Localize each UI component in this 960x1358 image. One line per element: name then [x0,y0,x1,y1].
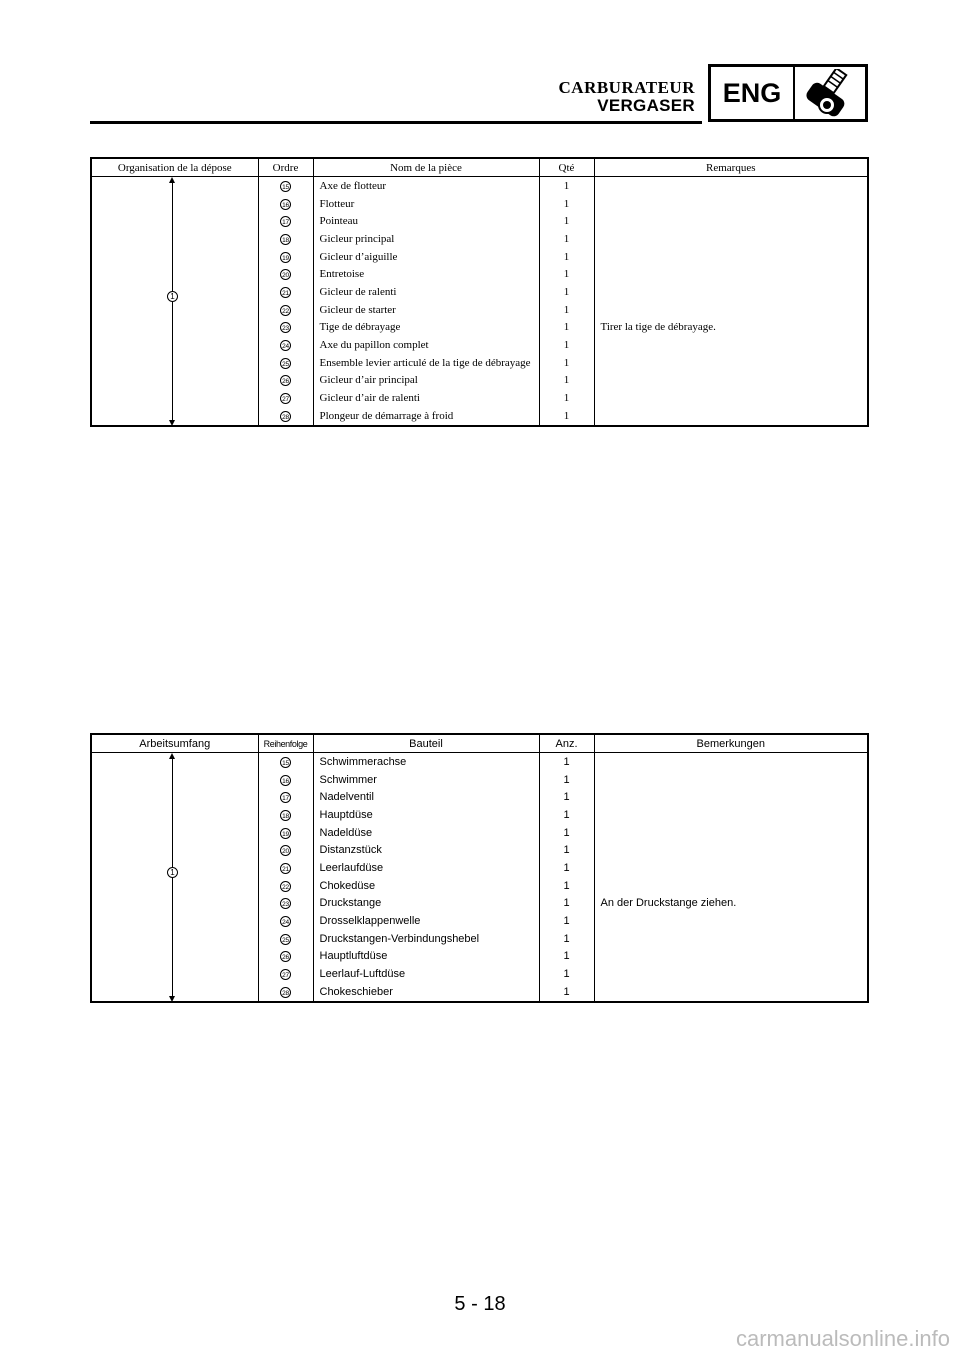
scope-arrow-up-icon [169,753,175,759]
remarks-cell [594,841,868,859]
part-name-cell: Distanzstück [313,841,539,859]
header-scope: Arbeitsumfang [91,734,258,753]
order-cell [258,841,313,859]
part-name-cell: Chokedüse [313,877,539,895]
part-name-cell: Entretoise [313,265,539,283]
quantity-cell: 1 [539,859,594,877]
order-number: 23 [280,322,291,333]
part-name-cell: Gicleur d’air de ralenti [313,389,539,407]
order-cell [258,301,313,319]
part-name-cell: Nadeldüse [313,824,539,842]
order-number: 19 [280,252,291,263]
quantity-cell: 1 [539,177,594,195]
remarks-cell [594,859,868,877]
part-name-cell: Gicleur de starter [313,301,539,319]
part-name-cell: Schwimmer [313,771,539,789]
quantity-cell: 1 [539,195,594,213]
quantity-cell: 1 [539,806,594,824]
scope-label: 1 [167,291,178,302]
order-cell [258,912,313,930]
quantity-cell: 1 [539,336,594,354]
remarks-cell [594,930,868,948]
order-number: 21 [280,863,291,874]
order-cell [258,389,313,407]
order-cell [258,895,313,913]
removal-scope-cell [91,753,258,1002]
order-cell [258,319,313,337]
remarks-cell [594,177,868,195]
quantity-cell: 1 [539,372,594,390]
order-number: 26 [280,375,291,386]
order-cell [258,372,313,390]
header-quantity: Anz. [539,734,594,753]
order-number: 28 [280,411,291,422]
order-cell [258,195,313,213]
order-cell [258,983,313,1002]
quantity-cell: 1 [539,230,594,248]
order-number: 28 [280,987,291,998]
header-part-name: Nom de la pièce [313,158,539,177]
order-cell [258,230,313,248]
order-cell [258,877,313,895]
order-number: 22 [280,881,291,892]
remarks-cell [594,806,868,824]
remarks-cell [594,824,868,842]
part-name-cell: Flotteur [313,195,539,213]
header-order: Reihenfolge [258,734,313,753]
remarks-cell [594,301,868,319]
remarks-cell [594,912,868,930]
order-number: 27 [280,969,291,980]
order-cell [258,948,313,966]
part-name-cell: Ensemble levier articulé de la tige de débrayage [313,354,539,372]
header-remarks: Bemerkungen [594,734,868,753]
order-number: 15 [280,181,291,192]
remarks-cell [594,265,868,283]
order-cell [258,859,313,877]
order-number: 26 [280,951,291,962]
carburetor-icon [795,67,865,119]
part-name-cell: Gicleur d’air principal [313,372,539,390]
quantity-cell: 1 [539,788,594,806]
parts-table-fr [90,157,869,427]
header-scope: Organisation de la dépose [91,158,258,177]
scope-arrow-down-icon [169,420,175,426]
remarks-cell [594,389,868,407]
table-row [91,177,868,195]
order-cell [258,771,313,789]
quantity-cell: 1 [539,389,594,407]
quantity-cell: 1 [539,965,594,983]
remarks-cell [594,983,868,1002]
part-name-cell: Druckstange [313,895,539,913]
order-number: 21 [280,287,291,298]
part-name-cell: Hauptluftdüse [313,948,539,966]
scope-label: 1 [167,867,178,878]
watermark: carmanualsonline.info [735,1326,950,1351]
remarks-cell [594,948,868,966]
part-name-cell: Axe de flotteur [313,177,539,195]
remarks-cell [594,771,868,789]
header-order: Ordre [258,158,313,177]
part-name-cell: Gicleur de ralenti [313,283,539,301]
section-badge [708,64,868,122]
scope-arrow-down-icon [169,996,175,1002]
part-name-cell: Gicleur principal [313,230,539,248]
remarks-cell [594,407,868,426]
page-number: 5 - 18 [454,1293,506,1315]
order-number: 15 [280,757,291,768]
order-number: 22 [280,305,291,316]
header-part-name: Bauteil [313,734,539,753]
order-number: 25 [280,934,291,945]
part-name-cell: Pointeau [313,212,539,230]
order-number: 20 [280,269,291,280]
quantity-cell: 1 [539,824,594,842]
quantity-cell: 1 [539,983,594,1002]
table-row [91,753,868,771]
remarks-cell [594,195,868,213]
order-cell [258,248,313,266]
part-name-cell: Leerlauf-Luftdüse [313,965,539,983]
table-header-row [91,734,868,753]
quantity-cell: 1 [539,283,594,301]
order-cell [258,824,313,842]
badge-label: ENG [711,67,795,119]
remarks-cell [594,965,868,983]
remarks-cell [594,877,868,895]
quantity-cell: 1 [539,841,594,859]
quantity-cell: 1 [539,265,594,283]
part-name-cell: Plongeur de démarrage à froid [313,407,539,426]
part-name-cell: Chokeschieber [313,983,539,1002]
order-cell [258,407,313,426]
quantity-cell: 1 [539,319,594,337]
order-number: 19 [280,828,291,839]
order-number: 18 [280,234,291,245]
order-number: 20 [280,845,291,856]
remarks-cell [594,336,868,354]
part-name-cell: Schwimmerachse [313,753,539,771]
order-number: 25 [280,358,291,369]
order-cell [258,806,313,824]
remarks-cell: Tirer la tige de débrayage. [600,321,716,334]
order-number: 16 [280,775,291,786]
order-number: 23 [280,898,291,909]
quantity-cell: 1 [539,912,594,930]
order-cell [258,930,313,948]
header-quantity: Qté [539,158,594,177]
quantity-cell: 1 [539,753,594,771]
remarks-cell [594,283,868,301]
removal-scope-cell [91,177,258,426]
quantity-cell: 1 [539,301,594,319]
part-name-cell: Leerlaufdüse [313,859,539,877]
header-rule [90,121,702,124]
order-cell [258,212,313,230]
order-number: 18 [280,810,291,821]
quantity-cell: 1 [539,771,594,789]
scope-arrow-up-icon [169,177,175,183]
section-title-de: VERGASER [597,96,695,115]
remarks-cell [594,248,868,266]
part-name-cell: Drosselklappenwelle [313,912,539,930]
order-cell [258,753,313,771]
part-name-cell: Nadelventil [313,788,539,806]
quantity-cell: 1 [539,354,594,372]
quantity-cell: 1 [539,877,594,895]
order-number: 24 [280,340,291,351]
quantity-cell: 1 [539,930,594,948]
quantity-cell: 1 [539,895,594,913]
order-number: 16 [280,199,291,210]
order-number: 17 [280,216,291,227]
part-name-cell: Druckstangen-Verbindungshebel [313,930,539,948]
remarks-cell [594,372,868,390]
part-name-cell: Gicleur d’aiguille [313,248,539,266]
order-cell [258,177,313,195]
order-cell [258,965,313,983]
remarks-cell [594,212,868,230]
remarks-cell [594,788,868,806]
quantity-cell: 1 [539,212,594,230]
order-number: 17 [280,792,291,803]
order-cell [258,354,313,372]
order-cell [258,788,313,806]
part-name-cell: Axe du papillon complet [313,336,539,354]
quantity-cell: 1 [539,948,594,966]
parts-table-de [90,733,869,1003]
remarks-cell [594,230,868,248]
remarks-cell [594,753,868,771]
order-number: 27 [280,393,291,404]
header-remarks: Remarques [594,158,868,177]
quantity-cell: 1 [539,248,594,266]
quantity-cell: 1 [539,407,594,426]
order-cell [258,265,313,283]
remarks-cell: An der Druckstange ziehen. [600,897,737,910]
section-title-fr: CARBURATEUR [558,78,695,97]
order-cell [258,336,313,354]
remarks-cell [594,354,868,372]
table-header-row [91,158,868,177]
part-name-cell: Hauptdüse [313,806,539,824]
order-cell [258,283,313,301]
part-name-cell: Tige de débrayage [313,319,539,337]
order-number: 24 [280,916,291,927]
